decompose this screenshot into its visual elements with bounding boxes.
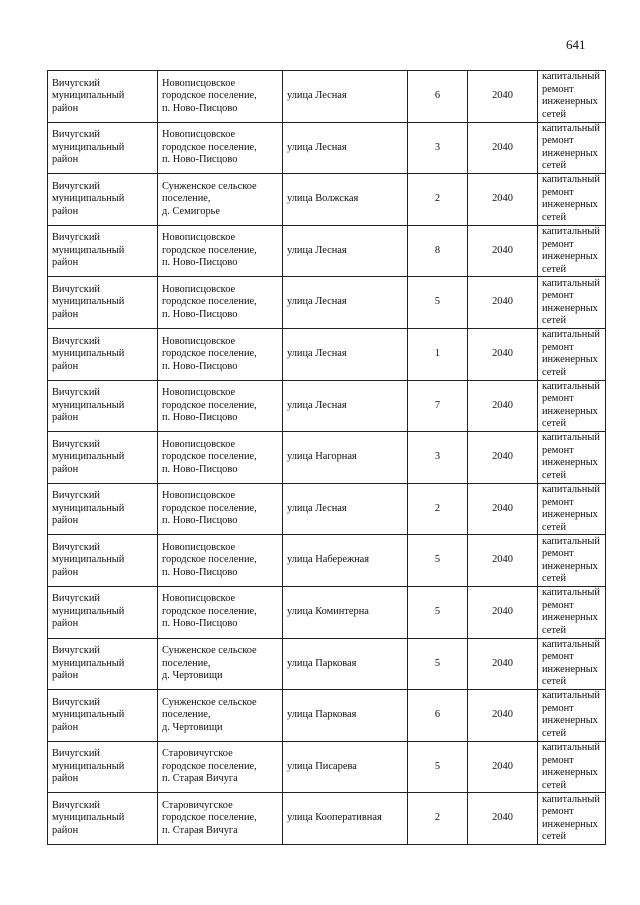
district-cell-line: муниципальный <box>52 709 125 721</box>
settlement-cell-line: городское поселение, <box>162 90 257 102</box>
district-cell-line: район <box>52 824 79 836</box>
work-type-cell-line: капитальный <box>542 484 600 496</box>
housing-repair-table <box>47 70 606 845</box>
settlement-cell-line: п. Ново-Писцово <box>162 412 238 424</box>
settlement-cell-line: городское поселение, <box>162 760 257 772</box>
settlement-cell-line: поселение, <box>162 193 211 205</box>
work-type-cell-line: ремонт <box>542 238 574 250</box>
settlement-cell-line: городское поселение, <box>162 348 257 360</box>
work-type-cell-line: сетей <box>542 469 567 481</box>
table-body <box>48 71 606 845</box>
district-cell <box>48 535 158 587</box>
year-cell: 2040 <box>468 122 538 174</box>
district-cell-line: муниципальный <box>52 760 125 772</box>
district-cell <box>48 277 158 329</box>
settlement-cell <box>158 432 283 484</box>
district-cell-line: муниципальный <box>52 451 125 463</box>
district-cell-line: район <box>52 721 79 733</box>
street-cell: улица Лесная <box>283 71 408 123</box>
work-type-cell <box>538 690 606 742</box>
work-type-cell-line: инженерных <box>542 96 598 108</box>
work-type-cell-line: капитальный <box>542 535 600 547</box>
table-row <box>48 638 606 690</box>
district-cell-line: район <box>52 566 79 578</box>
district-cell-line: Вичугский <box>52 129 100 141</box>
district-cell-line: район <box>52 618 79 630</box>
district-cell-line: муниципальный <box>52 657 125 669</box>
district-cell <box>48 690 158 742</box>
work-type-cell-line: ремонт <box>542 806 574 818</box>
work-type-cell-line: инженерных <box>542 457 598 469</box>
work-type-cell-line: сетей <box>542 676 567 688</box>
settlement-cell-line: Новописцовское <box>162 541 236 553</box>
house-number-cell: 5 <box>408 535 468 587</box>
settlement-cell <box>158 586 283 638</box>
district-cell-line: район <box>52 154 79 166</box>
settlement-cell-line: Старовичугское <box>162 748 233 760</box>
street-cell: улица Лесная <box>283 483 408 535</box>
district-cell-line: Вичугский <box>52 696 100 708</box>
work-type-cell <box>538 328 606 380</box>
district-cell-line: Вичугский <box>52 387 100 399</box>
settlement-cell-line: д. Чертовищи <box>162 670 223 682</box>
settlement-cell-line: Новописцовское <box>162 335 236 347</box>
house-number-cell: 2 <box>408 483 468 535</box>
district-cell <box>48 380 158 432</box>
year-cell: 2040 <box>468 741 538 793</box>
settlement-cell <box>158 122 283 174</box>
work-type-cell-line: капитальный <box>542 793 600 805</box>
work-type-cell-line: ремонт <box>542 83 574 95</box>
house-number-cell: 5 <box>408 638 468 690</box>
work-type-cell-line: инженерных <box>542 715 598 727</box>
settlement-cell-line: Новописцовское <box>162 490 236 502</box>
street-cell: улица Лесная <box>283 122 408 174</box>
house-number-cell: 5 <box>408 586 468 638</box>
district-cell-line: район <box>52 257 79 269</box>
settlement-cell-line: городское поселение, <box>162 399 257 411</box>
work-type-cell <box>538 277 606 329</box>
work-type-cell-line: инженерных <box>542 199 598 211</box>
street-cell: улица Лесная <box>283 277 408 329</box>
street-cell: улица Набережная <box>283 535 408 587</box>
settlement-cell-line: п. Ново-Писцово <box>162 102 238 114</box>
district-cell-line: Вичугский <box>52 438 100 450</box>
house-number-cell: 7 <box>408 380 468 432</box>
district-cell <box>48 432 158 484</box>
district-cell <box>48 638 158 690</box>
work-type-cell-line: инженерных <box>542 509 598 521</box>
settlement-cell-line: п. Ново-Писцово <box>162 515 238 527</box>
work-type-cell <box>538 793 606 845</box>
district-cell-line: муниципальный <box>52 554 125 566</box>
district-cell <box>48 741 158 793</box>
district-cell-line: район <box>52 515 79 527</box>
district-cell-line: район <box>52 412 79 424</box>
table-row <box>48 690 606 742</box>
year-cell: 2040 <box>468 225 538 277</box>
work-type-cell-line: сетей <box>542 573 567 585</box>
work-type-cell-line: инженерных <box>542 767 598 779</box>
district-cell-line: район <box>52 360 79 372</box>
year-cell: 2040 <box>468 432 538 484</box>
table-row <box>48 741 606 793</box>
settlement-cell-line: п. Ново-Писцово <box>162 154 238 166</box>
work-type-cell-line: сетей <box>542 831 567 843</box>
work-type-cell-line: ремонт <box>542 341 574 353</box>
settlement-cell-line: городское поселение, <box>162 296 257 308</box>
year-cell: 2040 <box>468 483 538 535</box>
work-type-cell-line: ремонт <box>542 444 574 456</box>
settlement-cell-line: поселение, <box>162 709 211 721</box>
district-cell-line: муниципальный <box>52 348 125 360</box>
work-type-cell-line: капитальный <box>542 432 600 444</box>
work-type-cell-line: ремонт <box>542 496 574 508</box>
street-cell: улица Парковая <box>283 638 408 690</box>
table-row <box>48 586 606 638</box>
settlement-cell-line: п. Ново-Писцово <box>162 618 238 630</box>
settlement-cell-line: п. Ново-Писцово <box>162 463 238 475</box>
settlement-cell-line: городское поселение, <box>162 554 257 566</box>
settlement-cell <box>158 741 283 793</box>
work-type-cell-line: сетей <box>542 263 567 275</box>
district-cell-line: муниципальный <box>52 502 125 514</box>
settlement-cell <box>158 690 283 742</box>
work-type-cell-line: сетей <box>542 624 567 636</box>
work-type-cell <box>538 122 606 174</box>
work-type-cell-line: капитальный <box>542 690 600 702</box>
settlement-cell-line: городское поселение, <box>162 605 257 617</box>
district-cell-line: район <box>52 773 79 785</box>
work-type-cell-line: инженерных <box>542 612 598 624</box>
house-number-cell: 3 <box>408 122 468 174</box>
house-number-cell: 6 <box>408 690 468 742</box>
district-cell-line: Вичугский <box>52 593 100 605</box>
year-cell: 2040 <box>468 174 538 226</box>
district-cell <box>48 122 158 174</box>
work-type-cell-line: капитальный <box>542 71 600 83</box>
work-type-cell <box>538 174 606 226</box>
year-cell: 2040 <box>468 535 538 587</box>
work-type-cell-line: ремонт <box>542 135 574 147</box>
year-cell: 2040 <box>468 277 538 329</box>
district-cell-line: Вичугский <box>52 283 100 295</box>
work-type-cell-line: инженерных <box>542 302 598 314</box>
work-type-cell-line: сетей <box>542 418 567 430</box>
house-number-cell: 5 <box>408 741 468 793</box>
work-type-cell-line: сетей <box>542 315 567 327</box>
settlement-cell <box>158 380 283 432</box>
settlement-cell-line: Сунженское сельское <box>162 645 257 657</box>
table-row <box>48 793 606 845</box>
work-type-cell-line: капитальный <box>542 380 600 392</box>
settlement-cell-line: городское поселение, <box>162 812 257 824</box>
settlement-cell-line: Новописцовское <box>162 387 236 399</box>
table-row <box>48 432 606 484</box>
settlement-cell-line: городское поселение, <box>162 451 257 463</box>
table-row <box>48 71 606 123</box>
district-cell-line: муниципальный <box>52 605 125 617</box>
work-type-cell-line: ремонт <box>542 548 574 560</box>
page-number: 641 <box>566 37 586 52</box>
work-type-cell-line: сетей <box>542 779 567 791</box>
settlement-cell-line: Новописцовское <box>162 438 236 450</box>
house-number-cell: 1 <box>408 328 468 380</box>
district-cell-line: муниципальный <box>52 90 125 102</box>
work-type-cell-line: ремонт <box>542 754 574 766</box>
district-cell-line: Вичугский <box>52 541 100 553</box>
district-cell-line: муниципальный <box>52 812 125 824</box>
settlement-cell-line: Старовичугское <box>162 799 233 811</box>
street-cell: улица Лесная <box>283 380 408 432</box>
settlement-cell-line: Новописцовское <box>162 77 236 89</box>
year-cell: 2040 <box>468 793 538 845</box>
district-cell-line: Вичугский <box>52 180 100 192</box>
settlement-cell-line: Сунженское сельское <box>162 696 257 708</box>
settlement-cell-line: п. Ново-Писцово <box>162 257 238 269</box>
table-row <box>48 277 606 329</box>
table-row <box>48 174 606 226</box>
district-cell-line: район <box>52 308 79 320</box>
work-type-cell-line: инженерных <box>542 251 598 263</box>
work-type-cell-line: инженерных <box>542 663 598 675</box>
work-type-cell-line: ремонт <box>542 186 574 198</box>
district-cell-line: район <box>52 670 79 682</box>
work-type-cell-line: капитальный <box>542 226 600 238</box>
settlement-cell <box>158 535 283 587</box>
settlement-cell-line: Новописцовское <box>162 129 236 141</box>
work-type-cell <box>538 638 606 690</box>
settlement-cell <box>158 225 283 277</box>
settlement-cell-line: д. Семигорье <box>162 205 221 217</box>
settlement-cell-line: п. Ново-Писцово <box>162 360 238 372</box>
year-cell: 2040 <box>468 380 538 432</box>
work-type-cell-line: капитальный <box>542 329 600 341</box>
work-type-cell-line: ремонт <box>542 702 574 714</box>
work-type-cell-line: капитальный <box>542 122 600 134</box>
table-row <box>48 328 606 380</box>
district-cell <box>48 793 158 845</box>
work-type-cell-line: ремонт <box>542 393 574 405</box>
year-cell: 2040 <box>468 328 538 380</box>
district-cell <box>48 483 158 535</box>
settlement-cell-line: п. Ново-Писцово <box>162 566 238 578</box>
house-number-cell: 2 <box>408 174 468 226</box>
district-cell-line: Вичугский <box>52 232 100 244</box>
table-row <box>48 225 606 277</box>
street-cell: улица Нагорная <box>283 432 408 484</box>
district-cell-line: район <box>52 205 79 217</box>
district-cell <box>48 225 158 277</box>
work-type-cell <box>538 741 606 793</box>
table-row <box>48 122 606 174</box>
work-type-cell-line: капитальный <box>542 742 600 754</box>
work-type-cell-line: инженерных <box>542 354 598 366</box>
work-type-cell-line: инженерных <box>542 147 598 159</box>
district-cell <box>48 71 158 123</box>
work-type-cell <box>538 483 606 535</box>
work-type-cell-line: инженерных <box>542 818 598 830</box>
settlement-cell <box>158 277 283 329</box>
district-cell-line: муниципальный <box>52 296 125 308</box>
work-type-cell-line: сетей <box>542 727 567 739</box>
district-cell-line: муниципальный <box>52 399 125 411</box>
settlement-cell-line: п. Ново-Писцово <box>162 308 238 320</box>
house-number-cell: 3 <box>408 432 468 484</box>
work-type-cell <box>538 432 606 484</box>
district-cell-line: муниципальный <box>52 141 125 153</box>
district-cell-line: муниципальный <box>52 244 125 256</box>
work-type-cell-line: инженерных <box>542 405 598 417</box>
district-cell <box>48 586 158 638</box>
settlement-cell-line: городское поселение, <box>162 244 257 256</box>
table-row <box>48 483 606 535</box>
street-cell: улица Парковая <box>283 690 408 742</box>
district-cell-line: Вичугский <box>52 748 100 760</box>
settlement-cell <box>158 71 283 123</box>
district-cell <box>48 328 158 380</box>
settlement-cell-line: городское поселение, <box>162 141 257 153</box>
year-cell: 2040 <box>468 638 538 690</box>
work-type-cell <box>538 225 606 277</box>
settlement-cell-line: городское поселение, <box>162 502 257 514</box>
year-cell: 2040 <box>468 71 538 123</box>
settlement-cell <box>158 638 283 690</box>
district-cell-line: Вичугский <box>52 490 100 502</box>
district-cell <box>48 174 158 226</box>
year-cell: 2040 <box>468 586 538 638</box>
settlement-cell-line: Новописцовское <box>162 593 236 605</box>
work-type-cell-line: сетей <box>542 160 567 172</box>
work-type-cell-line: сетей <box>542 108 567 120</box>
work-type-cell-line: капитальный <box>542 587 600 599</box>
settlement-cell <box>158 328 283 380</box>
house-number-cell: 2 <box>408 793 468 845</box>
settlement-cell-line: поселение, <box>162 657 211 669</box>
district-cell-line: район <box>52 102 79 114</box>
house-number-cell: 6 <box>408 71 468 123</box>
year-cell: 2040 <box>468 690 538 742</box>
work-type-cell-line: капитальный <box>542 174 600 186</box>
work-type-cell <box>538 380 606 432</box>
district-cell-line: муниципальный <box>52 193 125 205</box>
street-cell: улица Лесная <box>283 328 408 380</box>
table-row <box>48 535 606 587</box>
house-number-cell: 8 <box>408 225 468 277</box>
work-type-cell-line: ремонт <box>542 599 574 611</box>
settlement-cell-line: п. Старая Вичуга <box>162 824 238 836</box>
work-type-cell-line: капитальный <box>542 277 600 289</box>
settlement-cell <box>158 793 283 845</box>
settlement-cell-line: д. Чертовищи <box>162 721 223 733</box>
table-row <box>48 380 606 432</box>
work-type-cell-line: инженерных <box>542 560 598 572</box>
work-type-cell-line: ремонт <box>542 651 574 663</box>
district-cell-line: Вичугский <box>52 335 100 347</box>
work-type-cell <box>538 71 606 123</box>
work-type-cell <box>538 535 606 587</box>
house-number-cell: 5 <box>408 277 468 329</box>
district-cell-line: Вичугский <box>52 645 100 657</box>
settlement-cell-line: Новописцовское <box>162 283 236 295</box>
settlement-cell-line: Новописцовское <box>162 232 236 244</box>
settlement-cell <box>158 174 283 226</box>
district-cell-line: район <box>52 463 79 475</box>
settlement-cell-line: п. Старая Вичуга <box>162 773 238 785</box>
work-type-cell-line: сетей <box>542 366 567 378</box>
work-type-cell <box>538 586 606 638</box>
street-cell: улица Коминтерна <box>283 586 408 638</box>
street-cell: улица Лесная <box>283 225 408 277</box>
street-cell: улица Волжская <box>283 174 408 226</box>
work-type-cell-line: ремонт <box>542 290 574 302</box>
district-cell-line: Вичугский <box>52 77 100 89</box>
settlement-cell-line: Сунженское сельское <box>162 180 257 192</box>
street-cell: улица Писарева <box>283 741 408 793</box>
work-type-cell-line: капитальный <box>542 638 600 650</box>
street-cell: улица Кооперативная <box>283 793 408 845</box>
work-type-cell-line: сетей <box>542 211 567 223</box>
settlement-cell <box>158 483 283 535</box>
district-cell-line: Вичугский <box>52 799 100 811</box>
work-type-cell-line: сетей <box>542 521 567 533</box>
